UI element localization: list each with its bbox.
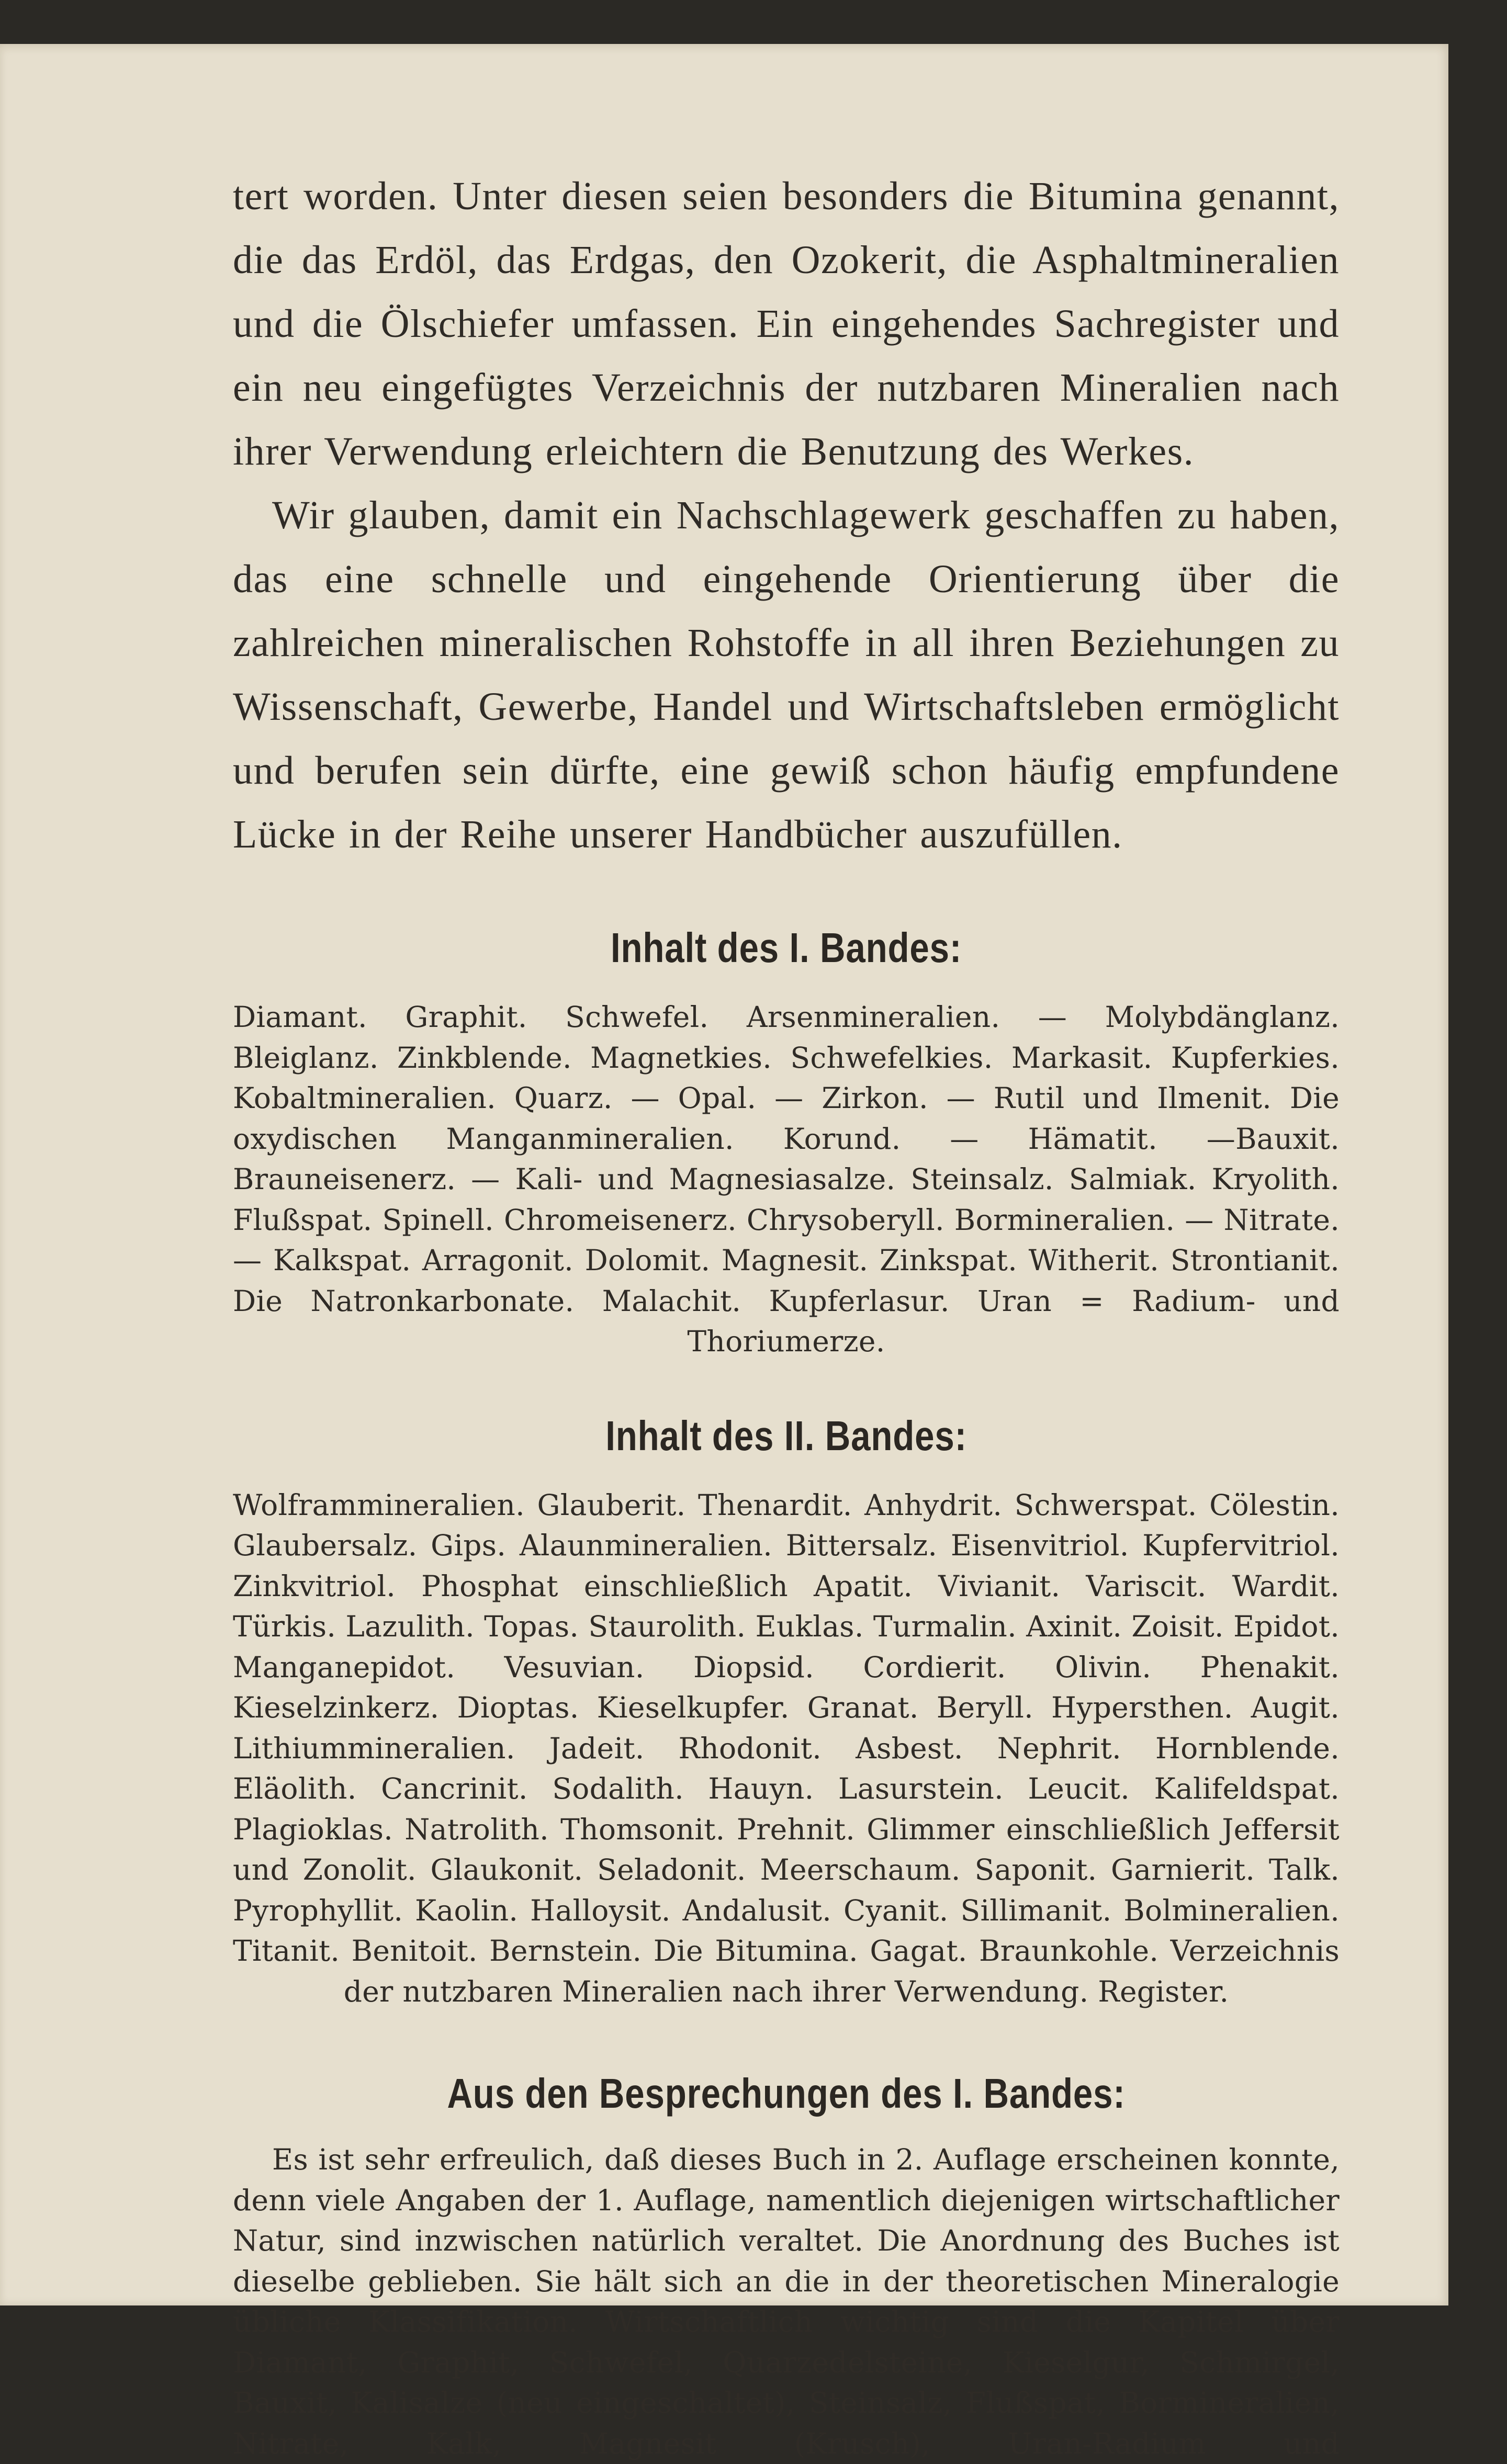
reviews-section <box>233 2070 1340 2464</box>
band-1-contents <box>233 924 1340 1362</box>
intro-paragraph-2: Wir glauben, damit ein Nachschlagewerk geschaffen zu haben, das eine schnelle und eingehende Orientierung über die zahlreichen mineralischen Rohstoffe in all ihren Beziehungen zu Wissenschaft, Gewerbe, Handel und Wirtschaftsleben ermöglicht und berufen sein dürfte, eine gewiß schon häufig empfundene Lücke in der Reihe unserer Handbücher auszufüllen. <box>233 493 1340 856</box>
reviews-text: Es ist sehr erfreulich, daß dieses Buch in 2. Auflage erscheinen konnte, denn viele Angaben der 1. Auflage, namentlich diejenigen wirtschaftlicher Natur, sind inzwischen natürlich veraltet. Die Anordnung des Buches ist dieselbe geblieben. Sie hält sich an die in der theoretischen Mineralogie übliche Klassifikation. Wirtschaftlich wichtig sind die Kapitel über Diamant, Graphit, Schwefel, Quarzedelsteine, Kieselgur, Schmirgel, Bauxit, Kalisalze (neu eingeschaltet), Steinsalz, Flußspat, Bormineralien, Nitrate, Kalk, Magnesit (Krusch), Uran-Radium und <box>233 2143 1340 2460</box>
band-2-heading: Inhalt des II. Bandes: <box>605 1412 967 1459</box>
document-page <box>0 44 1448 2460</box>
intro-section <box>233 164 1340 866</box>
reviews-heading: Aus den Besprechungen des I. Bandes: <box>447 2070 1126 2117</box>
page-content <box>233 164 1340 2464</box>
band-1-text: Diamant. Graphit. Schwefel. Arsenmineralien. — Molybdänglanz. Bleiglanz. Zinkblende. Magnetkies. Schwefelkies. Markasit. Kupferkies. Kobaltmineralien. Quarz. — Opal. — Zirkon. — Rutil und Ilmenit. Die oxydischen Manganmineralien. Korund. — Hämatit. —Bauxit. Brauneisenerz. — Kali- und Magnesiasalze. Steinsalz. Salmiak. Kryolith. Flußspat. Spinell. Chromeisenerz. Chrysoberyll. Bormineralien. — Nitrate. — Kalkspat. Arragonit. Dolomit. Magnesit. Zinkspat. Witherit. Strontianit. Die Natronkarbonate. Malachit. Kupferlasur. Uran = Radium- und Thoriumerze. <box>233 1000 1340 1358</box>
intro-paragraph-1: tert worden. Unter diesen seien besonders die Bitumina genannt, die das Erdöl, das Erdgas, den Ozokerit, die Asphaltmineralien und die Ölschiefer umfassen. Ein eingehendes Sachregister und ein neu eingefügtes Verzeichnis der nutzbaren Mineralien nach ihrer Verwendung erleichtern die Benutzung des Werkes. <box>233 174 1340 473</box>
band-2-contents <box>233 1412 1340 2013</box>
band-1-heading: Inhalt des I. Bandes: <box>610 924 962 971</box>
band-2-text: Wolframmineralien. Glauberit. Thenardit. Anhydrit. Schwerspat. Cölestin. Glaubersalz. Gips. Alaunmineralien. Bittersalz. Eisenvitriol. Kupfervitriol. Zinkvitriol. Phosphat einschließlich Apatit. Vivianit. Variscit. Wardit. Türkis. Lazulith. Topas. Staurolith. Euklas. Turmalin. Axinit. Zoisit. Epidot. Manganepidot. Vesuvian. Diopsid. Cordierit. Olivin. Phenakit. Kieselzinkerz. Dioptas. Kieselkupfer. Granat. Beryll. Hypersthen. Augit. Lithiummineralien. Jadeit. Rhodonit. Asbest. Nephrit. Hornblende. Eläolith. Cancrinit. Sodalith. Hauyn. Lasurstein. Leucit. Kalifeldspat. Plagioklas. Natrolith. Thomsonit. Prehnit. Glimmer einschließlich Jeffersit und Zonolit. Glaukonit. Seladonit. Meerschaum. Saponit. Garnierit. Talk. Pyrophyllit. Kaolin. Halloysit. Andalusit. Cyanit. Sillimanit. Bolmineralien. Titanit. Benitoit. Bernstein. Die Bitumina. Gagat. Braunkohle. Verzeichnis der nutzbaren Mineralien nach ihrer Verwendung. Register. <box>233 1488 1340 2008</box>
